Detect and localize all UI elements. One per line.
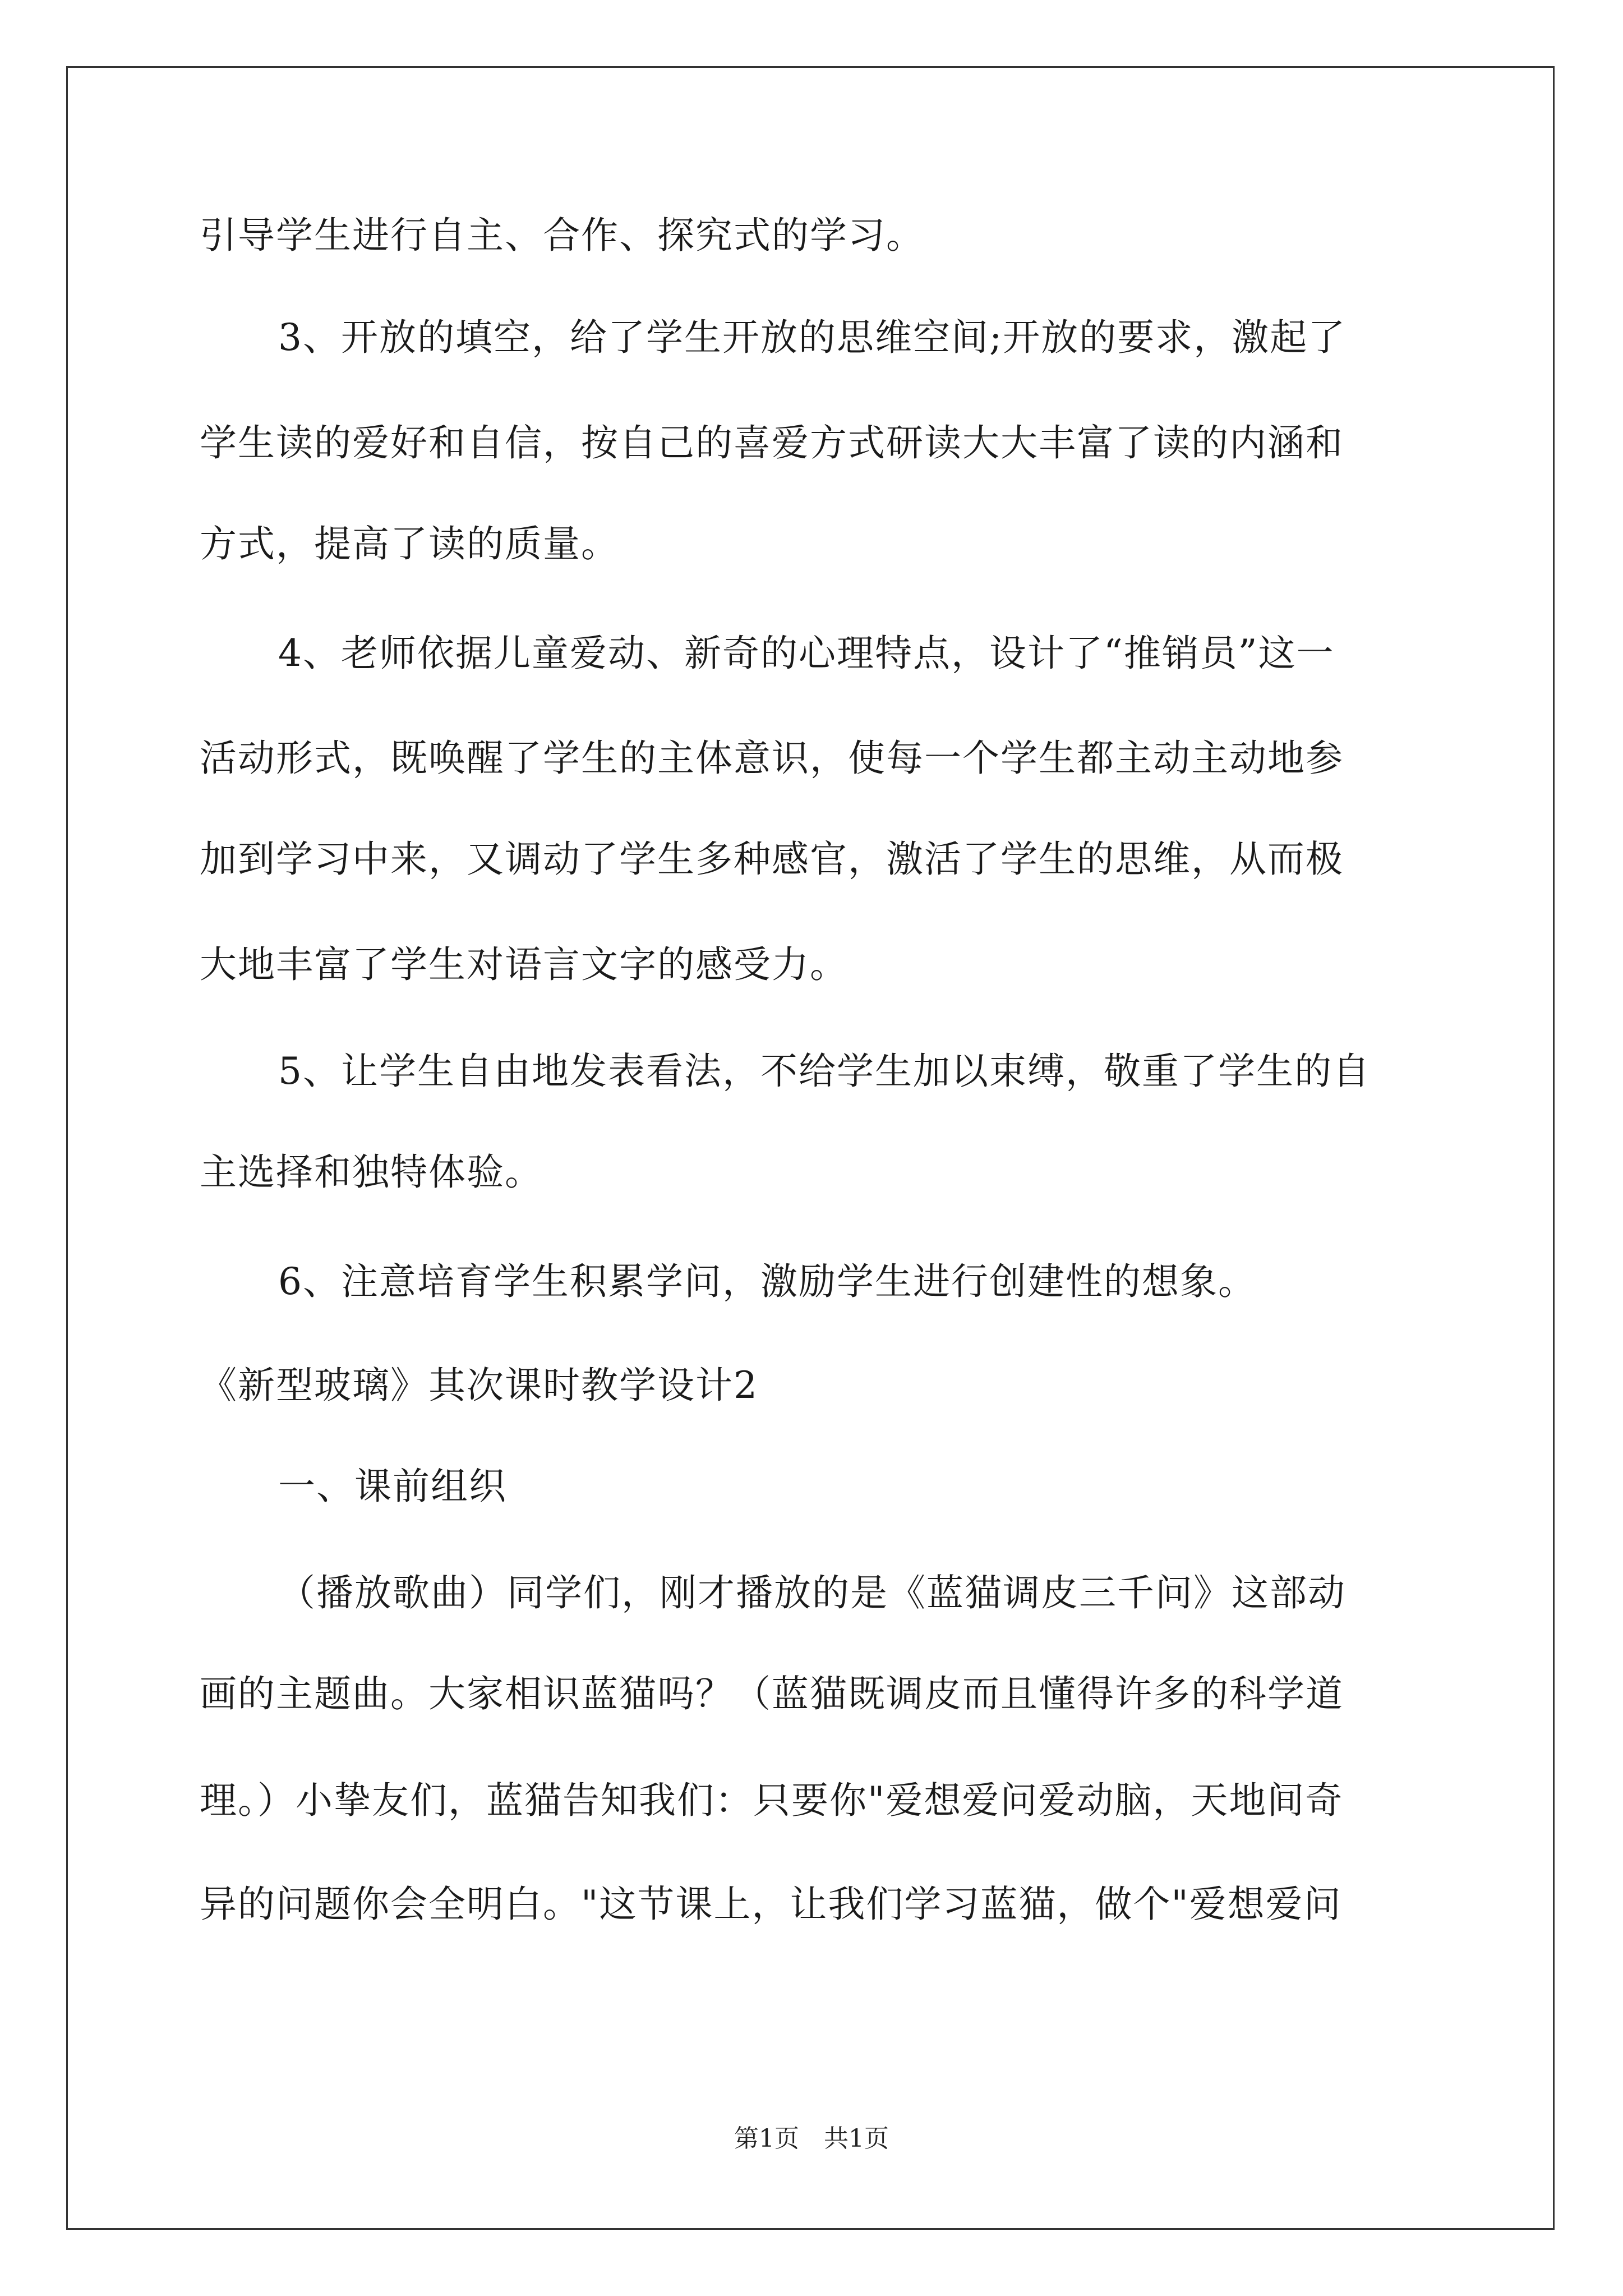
page-number-footer: 第1页 共1页 bbox=[734, 2124, 889, 2153]
text-line: 4、老师依据儿童爱动、新奇的心理特点，设计了“推销员”这一 bbox=[278, 632, 1335, 675]
section-heading: 《新型玻璃》其次课时教学设计2 bbox=[200, 1364, 758, 1407]
text-line: 引导学生进行自主、合作、探究式的学习。 bbox=[200, 214, 924, 257]
text-line: 6、注意培育学生积累学问，激励学生进行创建性的想象。 bbox=[278, 1260, 1256, 1303]
text-line: 画的主题曲。大家相识蓝猫吗？（蓝猫既调皮而且懂得许多的科学道 bbox=[200, 1672, 1344, 1715]
text-line: 主选择和独特体验。 bbox=[200, 1151, 543, 1194]
text-line: 3、开放的填空，给了学生开放的思维空间;开放的要求，激起了 bbox=[278, 316, 1347, 359]
text-line: 加到学习中来，又调动了学生多种感官，激活了学生的思维，从而极 bbox=[200, 838, 1344, 881]
text-line: 理。）小挚友们，蓝猫告知我们：只要你"爱想爱问爱动脑，天地间奇 bbox=[200, 1779, 1344, 1822]
text-line: 5、让学生自由地发表看法，不给学生加以束缚，敬重了学生的自 bbox=[278, 1050, 1371, 1093]
text-line: 大地丰富了学生对语言文字的感受力。 bbox=[200, 943, 848, 986]
text-line: 方式，提高了读的质量。 bbox=[200, 522, 619, 565]
text-line: 活动形式，既唤醒了学生的主体意识，使每一个学生都主动主动地参 bbox=[200, 737, 1344, 780]
text-line: 学生读的爱好和自信，按自己的喜爱方式研读大大丰富了读的内涵和 bbox=[200, 421, 1344, 464]
text-line: 异的问题你会全明白。"这节课上，让我们学习蓝猫，做个"爱想爱问 bbox=[200, 1883, 1342, 1926]
subsection-heading: 一、课前组织 bbox=[278, 1465, 507, 1508]
text-line: （播放歌曲）同学们，刚才播放的是《蓝猫调皮三千问》这部动 bbox=[278, 1571, 1346, 1614]
